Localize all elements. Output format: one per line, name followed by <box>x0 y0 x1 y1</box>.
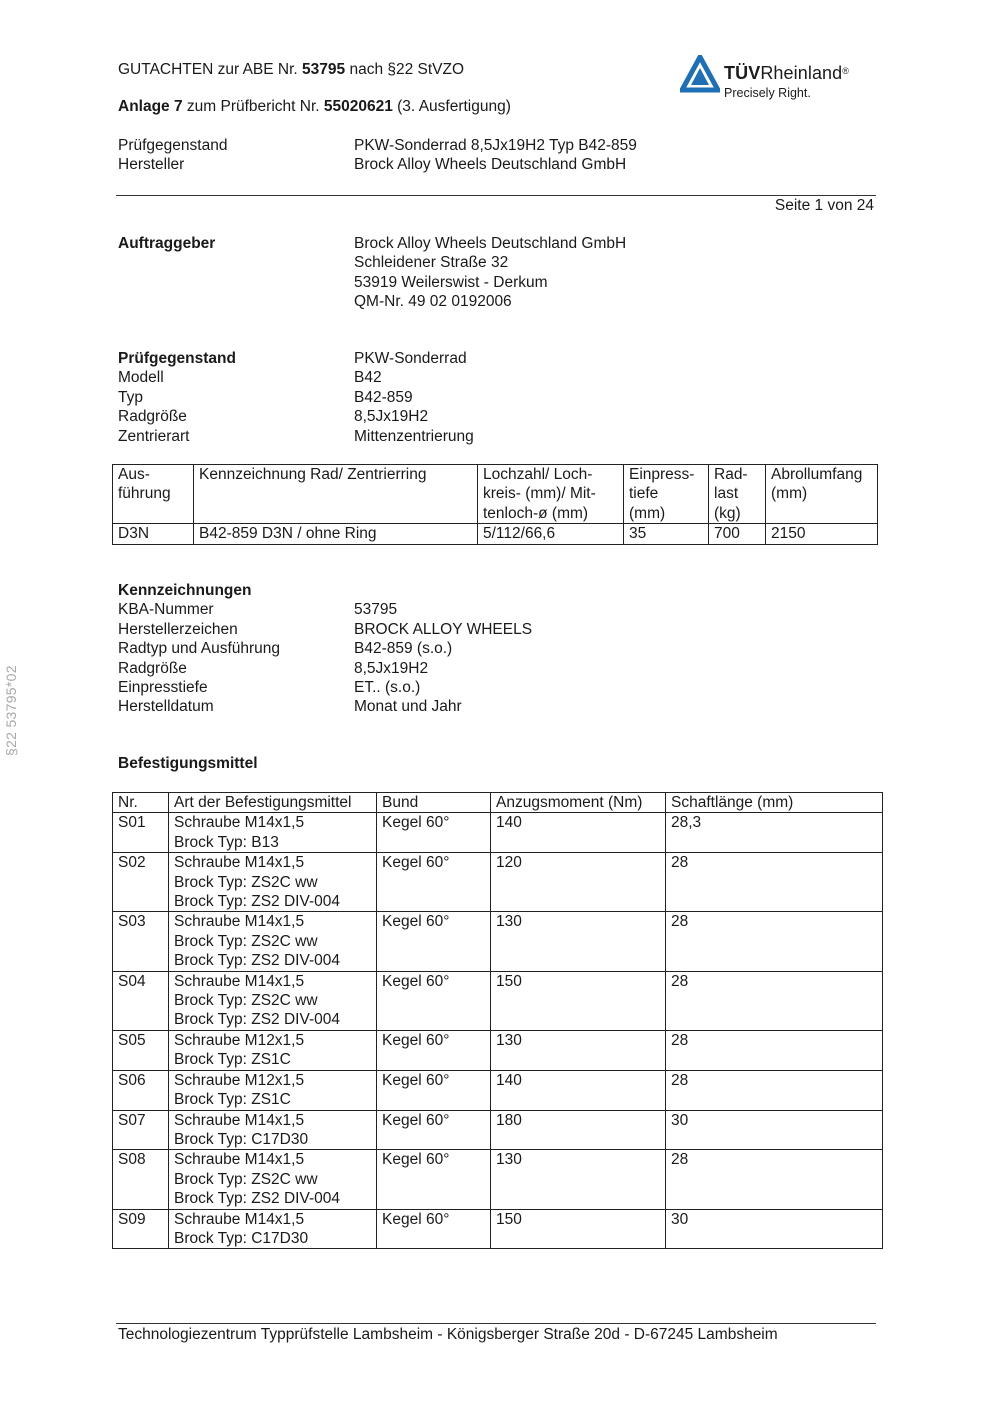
auftraggeber-line: 53919 Weilerswist - Derkum <box>354 273 548 291</box>
column-header: Lochzahl/ Loch- kreis- (mm)/ Mit- tenloch-ø (mm) <box>478 465 624 524</box>
table-cell: S08 <box>113 1150 169 1209</box>
radgroesse-value: 8,5Jx19H2 <box>354 408 429 426</box>
kv-label: Herstelldatum <box>118 698 214 716</box>
pruefgegenstand-value: PKW-Sonderrad <box>354 350 467 367</box>
zentrierart-value: Mittenzentrierung <box>354 427 474 445</box>
typ-value: B42-859 <box>354 388 413 406</box>
table-cell: Schraube M14x1,5 Brock Typ: ZS2C ww Brock Typ: ZS2 DIV-004 <box>169 971 377 1030</box>
report-subtitle: Anlage 7 zum Prüfbericht Nr. 55020621 (3. Ausfertigung) <box>118 98 511 115</box>
pruefgegenstand-block <box>118 349 474 446</box>
table-cell: S02 <box>113 853 169 912</box>
table-cell: Kegel 60° <box>377 1150 491 1209</box>
table-row <box>113 912 883 971</box>
table-cell: B42-859 D3N / ohne Ring <box>194 524 478 544</box>
ausfuehrung-table <box>112 464 878 545</box>
abe-number: 53795 <box>302 61 346 78</box>
table-cell: 120 <box>491 853 666 912</box>
page-number: Seite 1 von 24 <box>774 197 874 214</box>
modell-label: Modell <box>118 369 164 387</box>
kennzeichnungen-title: Kennzeichnungen <box>118 582 252 599</box>
report-title: GUTACHTEN zur ABE Nr. 53795 nach §22 StVZO <box>118 61 465 78</box>
table-row <box>113 853 883 912</box>
table-cell: 130 <box>491 1030 666 1070</box>
table-cell: 2150 <box>766 524 878 544</box>
column-header: Anzugsmoment (Nm) <box>491 793 666 813</box>
header-divider <box>116 195 876 196</box>
anlage-label: Anlage 7 <box>118 98 183 115</box>
table-row <box>113 971 883 1030</box>
kv-value: 8,5Jx19H2 <box>354 659 429 677</box>
table-row <box>113 1030 883 1070</box>
kv-label: Radgröße <box>118 659 187 677</box>
table-cell: Schraube M12x1,5 Brock Typ: ZS1C <box>169 1070 377 1110</box>
table-cell: 150 <box>491 1209 666 1249</box>
table-cell: 700 <box>709 524 766 544</box>
pruefgegenstand-label: Prüfgegenstand <box>118 350 236 367</box>
table-cell: 28 <box>666 1150 883 1209</box>
table-cell: S07 <box>113 1110 169 1150</box>
auftraggeber-line: QM-Nr. 49 02 0192006 <box>354 293 512 311</box>
table-cell: 28 <box>666 1070 883 1110</box>
table-cell: Kegel 60° <box>377 1110 491 1150</box>
table-cell: Kegel 60° <box>377 1209 491 1249</box>
column-header: Nr. <box>113 793 169 813</box>
header-value: Brock Alloy Wheels Deutschland GmbH <box>354 156 627 174</box>
column-header: Abrollumfang (mm) <box>766 465 878 524</box>
table-cell: 28 <box>666 853 883 912</box>
side-stamp: §22 53795*02 <box>3 665 19 756</box>
column-header: Aus- führung <box>113 465 194 524</box>
header-label: Hersteller <box>118 156 185 174</box>
table-row <box>113 813 883 853</box>
tuv-triangle-icon <box>680 55 720 93</box>
table-cell: Schraube M14x1,5 Brock Typ: ZS2C ww Brock Typ: ZS2 DIV-004 <box>169 912 377 971</box>
table-cell: Kegel 60° <box>377 1030 491 1070</box>
column-header: Rad- last (kg) <box>709 465 766 524</box>
kv-value: BROCK ALLOY WHEELS <box>354 620 533 638</box>
table-cell: Kegel 60° <box>377 912 491 971</box>
kv-value: ET.. (s.o.) <box>354 679 421 697</box>
table-header-row <box>113 465 878 524</box>
header-label: Prüfgegenstand <box>118 137 228 154</box>
table-cell: Kegel 60° <box>377 813 491 853</box>
header-values <box>354 136 637 175</box>
table-cell: S09 <box>113 1209 169 1249</box>
table-cell: 30 <box>666 1209 883 1249</box>
kv-value: B42-859 (s.o.) <box>354 640 453 658</box>
logo-tagline: Precisely Right. <box>724 86 811 100</box>
table-cell: S04 <box>113 971 169 1030</box>
kv-value: 53795 <box>354 601 398 619</box>
auftraggeber-line: Schleidener Straße 32 <box>354 254 509 272</box>
table-cell: S01 <box>113 813 169 853</box>
kv-value: Monat und Jahr <box>354 698 462 716</box>
radgroesse-label: Radgröße <box>118 408 187 426</box>
table-cell: 5/112/66,6 <box>478 524 624 544</box>
table-cell: Schraube M14x1,5 Brock Typ: ZS2C ww Brock Typ: ZS2 DIV-004 <box>169 853 377 912</box>
typ-label: Typ <box>118 388 143 406</box>
table-header-row <box>113 793 883 813</box>
column-header: Einpress- tiefe (mm) <box>624 465 709 524</box>
table-cell: 130 <box>491 912 666 971</box>
table-cell: 140 <box>491 1070 666 1110</box>
kv-label: KBA-Nummer <box>118 601 214 619</box>
kv-label: Radtyp und Ausführung <box>118 640 281 658</box>
table-cell: Schraube M12x1,5 Brock Typ: ZS1C <box>169 1030 377 1070</box>
table-cell: 180 <box>491 1110 666 1150</box>
table-cell: 130 <box>491 1150 666 1209</box>
table-cell: Kegel 60° <box>377 853 491 912</box>
table-row <box>113 1070 883 1110</box>
header-value: PKW-Sonderrad 8,5Jx19H2 Typ B42-859 <box>354 137 637 154</box>
auftraggeber-line: Brock Alloy Wheels Deutschland GmbH <box>354 235 627 252</box>
table-cell: Kegel 60° <box>377 971 491 1030</box>
logo-brand: TÜVRheinland® <box>724 63 850 83</box>
table-cell: S05 <box>113 1030 169 1070</box>
footer-divider <box>116 1323 876 1324</box>
table-row <box>113 1110 883 1150</box>
befestigung-title: Befestigungsmittel <box>118 755 258 772</box>
table-cell: Schraube M14x1,5 Brock Typ: C17D30 <box>169 1110 377 1150</box>
table-cell: Schraube M14x1,5 Brock Typ: ZS2C ww Brock Typ: ZS2 DIV-004 <box>169 1150 377 1209</box>
table-cell: Schraube M14x1,5 Brock Typ: C17D30 <box>169 1209 377 1249</box>
modell-value: B42 <box>354 369 382 387</box>
table-cell: 28 <box>666 1030 883 1070</box>
table-cell: 28 <box>666 971 883 1030</box>
column-header: Bund <box>377 793 491 813</box>
table-cell: 35 <box>624 524 709 544</box>
tuv-logo <box>680 55 870 105</box>
table-row <box>113 524 878 544</box>
kv-label: Herstellerzeichen <box>118 620 238 638</box>
table-cell: 28 <box>666 912 883 971</box>
header-labels <box>118 136 348 175</box>
auftraggeber-block <box>118 234 626 312</box>
table-cell: 150 <box>491 971 666 1030</box>
table-cell: 140 <box>491 813 666 853</box>
table-cell: Kegel 60° <box>377 1070 491 1110</box>
column-header: Art der Befestigungsmittel <box>169 793 377 813</box>
table-cell: S03 <box>113 912 169 971</box>
befestigung-table <box>112 792 883 1249</box>
column-header: Schaftlänge (mm) <box>666 793 883 813</box>
table-cell: Schraube M14x1,5 Brock Typ: B13 <box>169 813 377 853</box>
table-cell: S06 <box>113 1070 169 1110</box>
kennzeichnungen-block <box>118 581 532 717</box>
table-cell: 30 <box>666 1110 883 1150</box>
table-cell: D3N <box>113 524 194 544</box>
table-row <box>113 1150 883 1209</box>
pruefbericht-number: 55020621 <box>323 98 393 115</box>
auftraggeber-label: Auftraggeber <box>118 235 216 252</box>
kv-label: Einpresstiefe <box>118 679 208 697</box>
footer-address: Technologiezentrum Typprüfstelle Lambsheim - Königsberger Straße 20d - D-67245 Lambsheim <box>118 1326 778 1343</box>
table-cell: 28,3 <box>666 813 883 853</box>
zentrierart-label: Zentrierart <box>118 427 190 445</box>
column-header: Kennzeichnung Rad/ Zentrierring <box>194 465 478 524</box>
table-row <box>113 1209 883 1249</box>
